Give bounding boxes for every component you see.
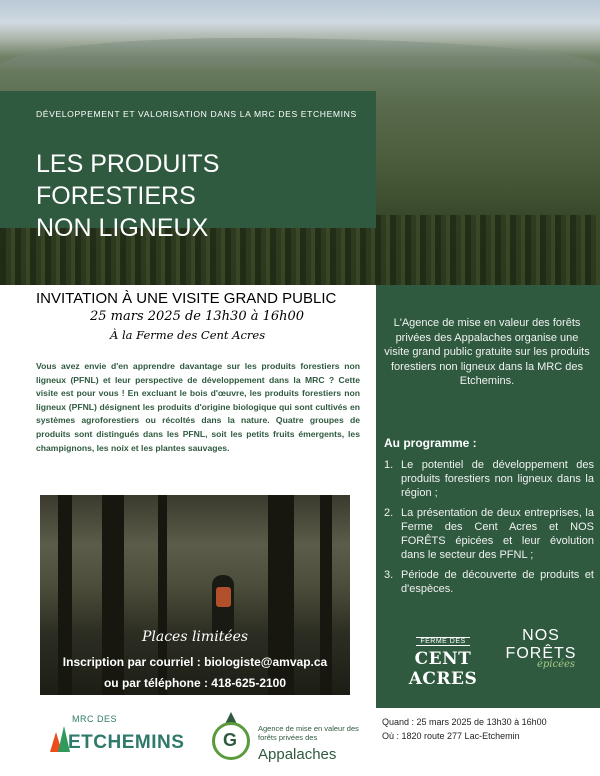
ferme-cent-acres-logo — [398, 630, 488, 689]
mrc-small-text: MRC DES — [72, 714, 118, 724]
program-panel — [376, 285, 600, 708]
places-limitees: Places limitées — [141, 629, 249, 645]
mrc-big-text: ETCHEMINS — [68, 732, 185, 753]
phone-registration[interactable]: ou par téléphone : 418-625-2100 — [103, 676, 287, 690]
program-list — [384, 458, 594, 602]
page-title — [36, 148, 376, 244]
hero-hills — [0, 38, 600, 68]
hiker-backpack — [216, 587, 231, 607]
program-item-number: 1. — [384, 459, 394, 471]
agence-big-text: Appalaches — [258, 746, 337, 763]
event-where: Où : 1820 route 277 Lac-Etchemin — [382, 731, 520, 741]
hiker-forest-photo — [40, 495, 350, 695]
nos-forets-logo — [496, 627, 586, 670]
title-banner — [0, 91, 376, 242]
logo-nos-line1: NOS — [522, 627, 560, 644]
program-item-text: Période de découverte de produits et d'espèces. — [401, 569, 594, 595]
program-item — [384, 458, 594, 500]
agence-intro: L'Agence de mise en valeur des forêts privées des Appalaches organise une visite grand public gratuite sur les produits forestiers non ligneux dans la MRC des Etchemins. — [384, 317, 590, 387]
program-title: Au programme : — [384, 436, 477, 450]
logo-nos-line3: épicées — [536, 659, 576, 670]
program-item-text: Le potentiel de développement des produits forestiers non ligneux dans la région ; — [401, 459, 594, 499]
program-item — [384, 506, 594, 562]
program-item-number: 3. — [384, 569, 394, 581]
invitation-place: À la Ferme des Cent Acres — [110, 328, 266, 342]
program-item-text: La présentation de deux entreprises, la Ferme des Cent Acres et NOS FORÊTS épicées et leur évolution dans le secteur des PFNL ; — [401, 507, 594, 561]
event-when: Quand : 25 mars 2025 de 13h30 à 16h00 — [382, 717, 547, 727]
program-item — [384, 568, 594, 596]
title-line-2: NON LIGNEUX — [36, 214, 209, 242]
event-info — [382, 715, 547, 743]
invitation-title: INVITATION À UNE VISITE GRAND PUBLIC — [36, 290, 337, 307]
email-registration[interactable]: Inscription par courriel : biologiste@amvap.ca — [62, 655, 328, 669]
logo-cent-top: FERME DES — [416, 637, 469, 646]
logo-nos-line2: FORÊTS — [505, 645, 577, 662]
agence-text: Agence de mise en valeur des forêts privées des — [258, 724, 359, 742]
invitation-body: Vous avez envie d'en apprendre davantage sur les produits forestiers non ligneux (PFNL) et leur perspective de développement dans la MRC ? Cette visite est pour vous ! En excluant le bois d'œuvre, les produits forestiers non ligneux (PFNL) désignent les produits d'origine biologique qui sont cultivés en systèmes agroforestiers ou récoltés dans la nature. Quatre groupes de produits sont distingués dans les PFNL, soit les petits fruits émergents, les champignons, les noix et les plantes sauvages. — [36, 361, 360, 453]
program-item-number: 2. — [384, 507, 394, 519]
invitation-date: 25 mars 2025 de 13h30 à 16h00 — [90, 309, 305, 324]
mrc-etchemins-logo — [50, 714, 195, 762]
agence-circle-icon: G — [212, 722, 250, 760]
title-line-1: LES PRODUITS FORESTIERS — [36, 150, 220, 210]
banner-subtitle: DÉVELOPPEMENT ET VALORISATION DANS LA MRC DES ETCHEMINS — [36, 109, 357, 119]
logo-cent-main: CENT ACRES — [408, 649, 478, 689]
agence-appalaches-logo — [212, 712, 362, 768]
